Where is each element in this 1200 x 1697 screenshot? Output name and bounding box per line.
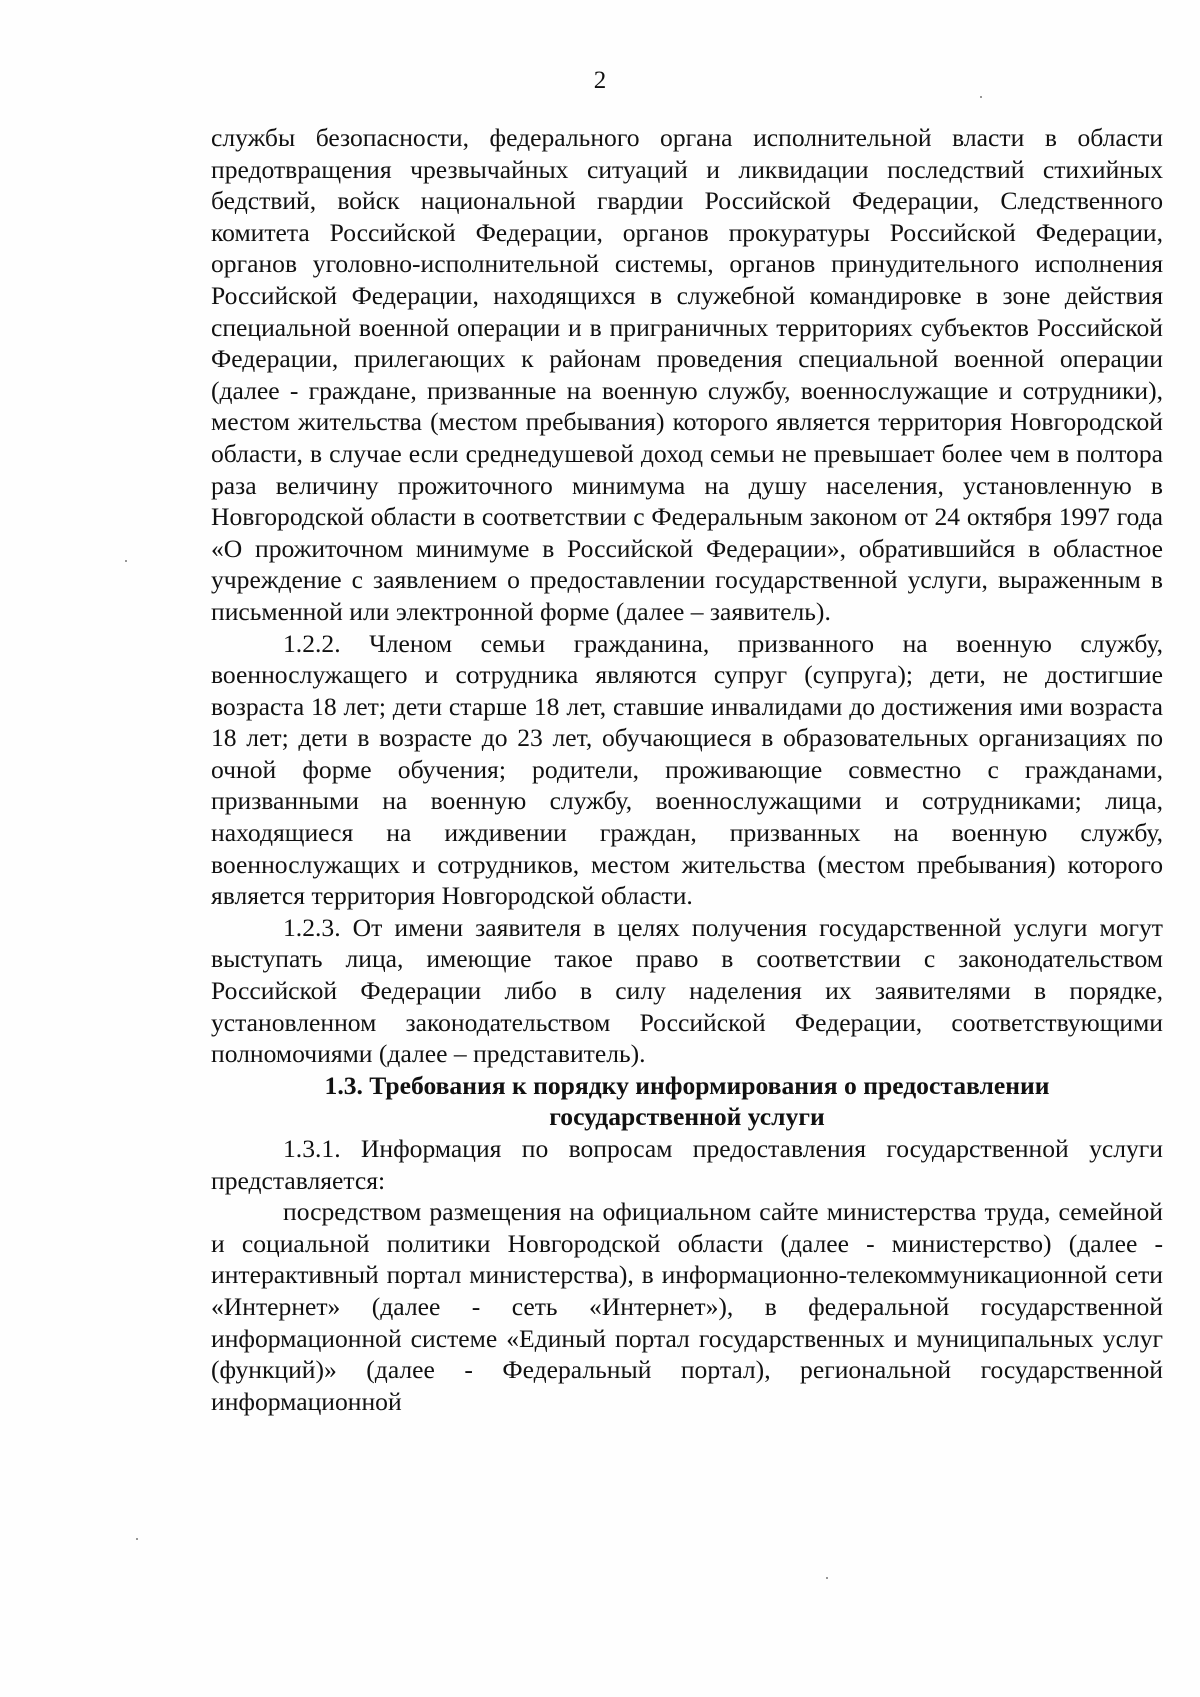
scan-speck bbox=[980, 96, 982, 98]
paragraph-1-2-3: 1.2.3. От имени заявителя в целях получения государственной услуги могут выступать лица, имеющие такое право в соответствии с законодательством Российской Федерации либо в силу наделения их заявителями в порядке, установленном законодательством Российской Федерации, соответствующими полномочиями (далее – представитель). bbox=[211, 912, 1163, 1069]
paragraph-publication-channels: посредством размещения на официальном сайте министерства труда, семейной и социальной политики Новгородской области (далее - министерство) (далее - интерактивный портал министерства), в информационно-телекоммуникационной сети «Интернет» (далее - сеть «Интернет»), в федеральной государственной информационной системе «Единый портал государственных и муниципальных услуг (функций)» (далее - Федеральный портал), региональной государственной информационной bbox=[211, 1197, 1163, 1416]
paragraph-recipients-continued: службы безопасности, федерального органа исполнительной власти в области предотвращения чрезвычайных ситуаций и ликвидации последствий стихийных бедствий, войск национальной гвардии Российской Федерации, Следственного комитета Российской Федерации, органов прокуратуры Российской Федерации, органов уголовно-исполнительной системы, органов принудительного исполнения Российской Федерации, находящихся в служебной командировке в зоне действия специальной военной операции и в приграничных территориях субъектов Российской Федерации, прилегающих к районам проведения специальной военной операции (далее - граждане, призванные на военную службу, военнослужащие и сотрудники), местом жительства (местом пребывания) которого является территория Новгородской области, в случае если среднедушевой доход семьи не превышает более чем в полтора раза величину прожиточного минимума на душу населения, установленную в Новгородской области в соответствии с Федеральным законом от 24 октября 1997 года «О прожиточном минимуме в Российской Федерации», обратившийся в областное учреждение с заявлением о предоставлении государственной услуги, выраженным в письменной или электронной форме (далее – заявитель). bbox=[211, 123, 1163, 626]
paragraph-1-3-1: 1.3.1. Информация по вопросам предоставления государственной услуги представляется: bbox=[211, 1134, 1163, 1195]
section-heading-line-2: государственной услуги bbox=[549, 1102, 825, 1132]
section-heading-line-1: 1.3. Требования к порядку информирования о предоставлении bbox=[324, 1070, 1050, 1100]
paragraph-1-2-2: 1.2.2. Членом семьи гражданина, призванного на военную службу, военнослужащего и сотрудника являются супруг (супруга); дети, не достигшие возраста 18 лет; дети старше 18 лет, ставшие инвалидами до достижения ими возраста 18 лет; дети в возрасте до 23 лет, обучающиеся в образовательных организациях по очной форме обучения; родители, проживающие совместно с гражданами, призванными на военную службу, военнослужащими и сотрудниками; лица, находящиеся на иждивении граждан, призванных на военную службу, военнослужащих и сотрудников, местом жительства (местом пребывания) которого является территория Новгородской области. bbox=[211, 628, 1163, 911]
scan-speck bbox=[826, 1577, 828, 1579]
scan-speck bbox=[136, 1538, 138, 1540]
page-number: 2 bbox=[593, 67, 607, 94]
document-body bbox=[211, 122, 1163, 1417]
scan-speck bbox=[125, 560, 127, 562]
